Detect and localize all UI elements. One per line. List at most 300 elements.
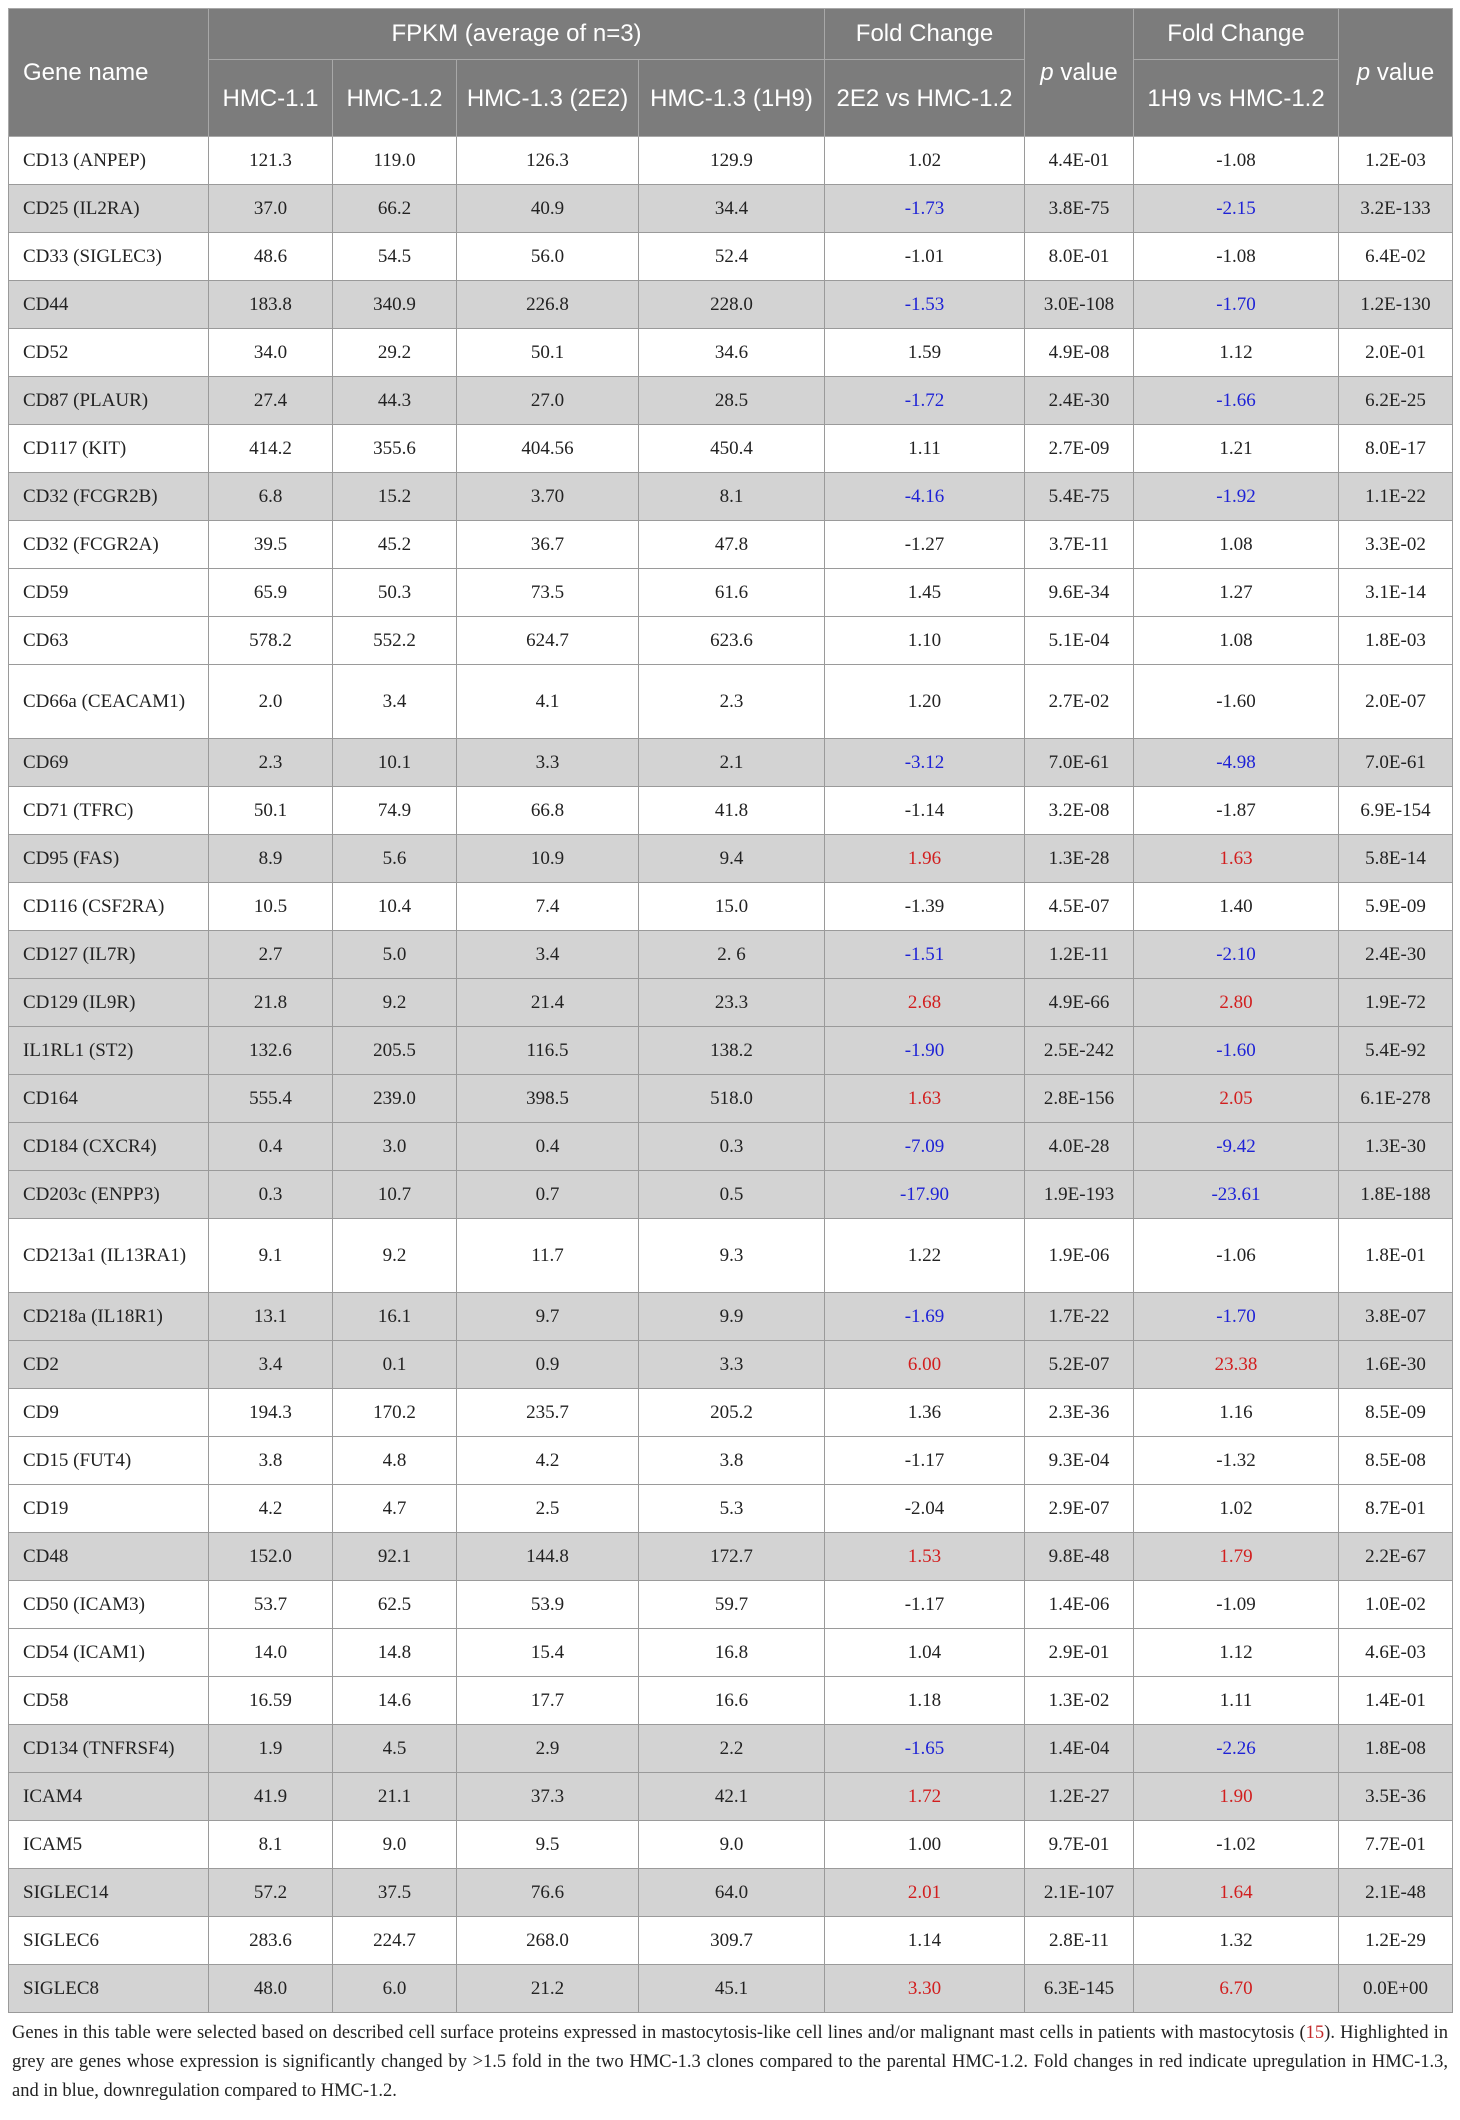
gene-name-cell: CD184 (CXCR4)	[9, 1123, 209, 1171]
p-value-1h9-cell: 5.9E-09	[1339, 883, 1453, 931]
fpkm-hmc-1-1-cell: 1.9	[209, 1725, 333, 1773]
fold-change-2e2-cell: 1.72	[825, 1773, 1025, 1821]
table-row	[9, 787, 1453, 835]
fpkm-hmc-1-2-cell: 355.6	[333, 425, 457, 473]
table-row	[9, 521, 1453, 569]
gene-expression-table	[8, 8, 1453, 2013]
table-row	[9, 1437, 1453, 1485]
fold-change-2e2-cell: 1.22	[825, 1219, 1025, 1293]
fold-change-1h9-cell: -1.70	[1134, 1293, 1339, 1341]
fold-change-1h9-cell: -1.87	[1134, 787, 1339, 835]
p-value-2e2-cell: 1.4E-06	[1025, 1581, 1134, 1629]
fpkm-hmc-1-1-cell: 13.1	[209, 1293, 333, 1341]
fpkm-hmc-1-3-1h9-cell: 138.2	[639, 1027, 825, 1075]
p-value-1h9-cell: 6.4E-02	[1339, 233, 1453, 281]
p-value-1h9-cell: 3.5E-36	[1339, 1773, 1453, 1821]
fold-change-2e2-cell: -1.65	[825, 1725, 1025, 1773]
fpkm-hmc-1-3-1h9-cell: 61.6	[639, 569, 825, 617]
fpkm-hmc-1-2-cell: 4.7	[333, 1485, 457, 1533]
fpkm-hmc-1-1-cell: 21.8	[209, 979, 333, 1027]
fpkm-hmc-1-3-2e2-cell: 21.4	[457, 979, 639, 1027]
p-value-2e2-cell: 1.3E-28	[1025, 835, 1134, 883]
fpkm-hmc-1-1-cell: 50.1	[209, 787, 333, 835]
p-value-2e2-cell: 4.9E-08	[1025, 329, 1134, 377]
table-row	[9, 329, 1453, 377]
fpkm-hmc-1-3-1h9-cell: 42.1	[639, 1773, 825, 1821]
p-value-1h9-cell: 1.2E-130	[1339, 281, 1453, 329]
fpkm-hmc-1-1-cell: 2.0	[209, 665, 333, 739]
table-row	[9, 1581, 1453, 1629]
fpkm-hmc-1-3-1h9-cell: 8.1	[639, 473, 825, 521]
gene-name-cell: CD50 (ICAM3)	[9, 1581, 209, 1629]
fpkm-hmc-1-3-1h9-cell: 0.5	[639, 1171, 825, 1219]
p-italic: p	[1040, 58, 1054, 86]
fpkm-hmc-1-3-2e2-cell: 21.2	[457, 1965, 639, 2013]
fpkm-hmc-1-1-cell: 16.59	[209, 1677, 333, 1725]
fpkm-hmc-1-1-cell: 10.5	[209, 883, 333, 931]
fpkm-hmc-1-2-cell: 9.0	[333, 1821, 457, 1869]
fpkm-hmc-1-2-cell: 3.0	[333, 1123, 457, 1171]
fold-change-2e2-cell: -1.53	[825, 281, 1025, 329]
fpkm-hmc-1-2-cell: 205.5	[333, 1027, 457, 1075]
table-row	[9, 1533, 1453, 1581]
fold-change-1h9-cell: 1.63	[1134, 835, 1339, 883]
fold-change-2e2-cell: -1.01	[825, 233, 1025, 281]
fold-change-2e2-cell: 1.96	[825, 835, 1025, 883]
fpkm-hmc-1-1-cell: 34.0	[209, 329, 333, 377]
p-value-1h9-cell: 6.1E-278	[1339, 1075, 1453, 1123]
gene-name-cell: CD2	[9, 1341, 209, 1389]
gene-name-cell: CD13 (ANPEP)	[9, 137, 209, 185]
fpkm-hmc-1-3-2e2-cell: 37.3	[457, 1773, 639, 1821]
fold-change-2e2-cell: 2.68	[825, 979, 1025, 1027]
fpkm-hmc-1-2-cell: 9.2	[333, 979, 457, 1027]
fpkm-hmc-1-2-cell: 74.9	[333, 787, 457, 835]
fpkm-hmc-1-2-cell: 0.1	[333, 1341, 457, 1389]
gene-name-cell: CD69	[9, 739, 209, 787]
p-value-2e2-cell: 7.0E-61	[1025, 739, 1134, 787]
table-row	[9, 835, 1453, 883]
p-value-2e2-cell: 1.9E-193	[1025, 1171, 1134, 1219]
fold-change-1h9-cell: -2.15	[1134, 185, 1339, 233]
fpkm-hmc-1-3-1h9-cell: 129.9	[639, 137, 825, 185]
table-row	[9, 617, 1453, 665]
fpkm-hmc-1-3-1h9-cell: 3.8	[639, 1437, 825, 1485]
fpkm-hmc-1-1-cell: 8.9	[209, 835, 333, 883]
p-value-1h9-cell: 8.5E-08	[1339, 1437, 1453, 1485]
p-value-1h9-cell: 1.9E-72	[1339, 979, 1453, 1027]
fold-change-1h9-cell: -1.32	[1134, 1437, 1339, 1485]
table-row	[9, 1917, 1453, 1965]
fpkm-hmc-1-1-cell: 0.3	[209, 1171, 333, 1219]
fpkm-hmc-1-1-cell: 53.7	[209, 1581, 333, 1629]
fpkm-hmc-1-2-cell: 552.2	[333, 617, 457, 665]
gene-name-cell: CD33 (SIGLEC3)	[9, 233, 209, 281]
fold-change-1h9-cell: 1.27	[1134, 569, 1339, 617]
fpkm-hmc-1-3-1h9-cell: 2.3	[639, 665, 825, 739]
fold-change-1h9-cell: 1.90	[1134, 1773, 1339, 1821]
p-value-1h9-cell: 2.1E-48	[1339, 1869, 1453, 1917]
fpkm-hmc-1-3-2e2-cell: 9.7	[457, 1293, 639, 1341]
table-body	[9, 137, 1453, 2013]
fpkm-hmc-1-3-1h9-cell: 45.1	[639, 1965, 825, 2013]
fpkm-hmc-1-3-1h9-cell: 2.2	[639, 1725, 825, 1773]
fold-change-2e2-cell: -1.17	[825, 1581, 1025, 1629]
gene-name-cell: SIGLEC14	[9, 1869, 209, 1917]
p-value-1h9-cell: 5.8E-14	[1339, 835, 1453, 883]
gene-name-cell: CD25 (IL2RA)	[9, 185, 209, 233]
fpkm-hmc-1-3-1h9-cell: 16.6	[639, 1677, 825, 1725]
gene-name-cell: CD134 (TNFRSF4)	[9, 1725, 209, 1773]
fold-change-2e2-cell: 1.59	[825, 329, 1025, 377]
fpkm-hmc-1-1-cell: 9.1	[209, 1219, 333, 1293]
table-row	[9, 1629, 1453, 1677]
gene-name-cell: SIGLEC6	[9, 1917, 209, 1965]
fold-change-2e2-cell: -1.27	[825, 521, 1025, 569]
fpkm-hmc-1-3-1h9-cell: 309.7	[639, 1917, 825, 1965]
fold-change-1h9-cell: 1.16	[1134, 1389, 1339, 1437]
fpkm-hmc-1-3-1h9-cell: 23.3	[639, 979, 825, 1027]
fpkm-hmc-1-3-2e2-cell: 73.5	[457, 569, 639, 617]
fpkm-hmc-1-2-cell: 45.2	[333, 521, 457, 569]
fold-change-2e2-cell: -1.17	[825, 1437, 1025, 1485]
fold-change-2e2-cell: 1.14	[825, 1917, 1025, 1965]
fpkm-hmc-1-1-cell: 578.2	[209, 617, 333, 665]
p-value-2e2-cell: 2.7E-09	[1025, 425, 1134, 473]
fold-change-2e2-cell: -3.12	[825, 739, 1025, 787]
fold-change-2e2-cell: 2.01	[825, 1869, 1025, 1917]
gene-name-cell: CD15 (FUT4)	[9, 1437, 209, 1485]
fpkm-hmc-1-3-1h9-cell: 205.2	[639, 1389, 825, 1437]
header-hmc-1-3-2e2: HMC-1.3 (2E2)	[457, 60, 639, 137]
fold-change-2e2-cell: 1.20	[825, 665, 1025, 739]
p-value-2e2-cell: 2.3E-36	[1025, 1389, 1134, 1437]
fpkm-hmc-1-2-cell: 14.6	[333, 1677, 457, 1725]
gene-name-cell: CD44	[9, 281, 209, 329]
table-row	[9, 1171, 1453, 1219]
gene-name-cell: ICAM4	[9, 1773, 209, 1821]
fpkm-hmc-1-2-cell: 119.0	[333, 137, 457, 185]
header-p-value-1	[1025, 9, 1134, 137]
table-row	[9, 1821, 1453, 1869]
fpkm-hmc-1-3-1h9-cell: 16.8	[639, 1629, 825, 1677]
fpkm-hmc-1-1-cell: 283.6	[209, 1917, 333, 1965]
fpkm-hmc-1-3-2e2-cell: 0.7	[457, 1171, 639, 1219]
p-value-2e2-cell: 9.7E-01	[1025, 1821, 1134, 1869]
fpkm-hmc-1-1-cell: 183.8	[209, 281, 333, 329]
gene-name-cell: CD32 (FCGR2B)	[9, 473, 209, 521]
fold-change-1h9-cell: -2.10	[1134, 931, 1339, 979]
p-value-1h9-cell: 1.3E-30	[1339, 1123, 1453, 1171]
gene-name-cell: CD71 (TFRC)	[9, 787, 209, 835]
fold-change-1h9-cell: 23.38	[1134, 1341, 1339, 1389]
fold-change-2e2-cell: 1.04	[825, 1629, 1025, 1677]
fpkm-hmc-1-3-1h9-cell: 9.9	[639, 1293, 825, 1341]
p-value-1h9-cell: 1.4E-01	[1339, 1677, 1453, 1725]
header-hmc-1-3-1h9: HMC-1.3 (1H9)	[639, 60, 825, 137]
fpkm-hmc-1-3-2e2-cell: 2.5	[457, 1485, 639, 1533]
fpkm-hmc-1-3-1h9-cell: 15.0	[639, 883, 825, 931]
fpkm-hmc-1-3-2e2-cell: 226.8	[457, 281, 639, 329]
fpkm-hmc-1-2-cell: 16.1	[333, 1293, 457, 1341]
fpkm-hmc-1-1-cell: 132.6	[209, 1027, 333, 1075]
fold-change-1h9-cell: -1.92	[1134, 473, 1339, 521]
fold-change-2e2-cell: 1.00	[825, 1821, 1025, 1869]
p-value-1h9-cell: 7.7E-01	[1339, 1821, 1453, 1869]
table-row	[9, 1725, 1453, 1773]
fpkm-hmc-1-3-2e2-cell: 27.0	[457, 377, 639, 425]
p-value-1h9-cell: 8.7E-01	[1339, 1485, 1453, 1533]
gene-name-cell: CD164	[9, 1075, 209, 1123]
fpkm-hmc-1-3-1h9-cell: 52.4	[639, 233, 825, 281]
table-row	[9, 1965, 1453, 2013]
p-value-1h9-cell: 8.0E-17	[1339, 425, 1453, 473]
table-row	[9, 569, 1453, 617]
fpkm-hmc-1-3-2e2-cell: 9.5	[457, 1821, 639, 1869]
p-value-2e2-cell: 4.9E-66	[1025, 979, 1134, 1027]
p-value-2e2-cell: 1.2E-11	[1025, 931, 1134, 979]
fpkm-hmc-1-1-cell: 48.6	[209, 233, 333, 281]
fpkm-hmc-1-2-cell: 10.1	[333, 739, 457, 787]
p-value-2e2-cell: 2.9E-01	[1025, 1629, 1134, 1677]
fpkm-hmc-1-1-cell: 3.8	[209, 1437, 333, 1485]
p-value-1h9-cell: 3.3E-02	[1339, 521, 1453, 569]
fpkm-hmc-1-3-2e2-cell: 17.7	[457, 1677, 639, 1725]
p-value-2e2-cell: 1.7E-22	[1025, 1293, 1134, 1341]
fpkm-hmc-1-2-cell: 54.5	[333, 233, 457, 281]
fpkm-hmc-1-1-cell: 194.3	[209, 1389, 333, 1437]
table-row	[9, 1869, 1453, 1917]
header-gene-name: Gene name	[9, 9, 209, 137]
gene-name-cell: CD66a (CEACAM1)	[9, 665, 209, 739]
fpkm-hmc-1-3-2e2-cell: 2.9	[457, 1725, 639, 1773]
gene-name-cell: CD9	[9, 1389, 209, 1437]
fpkm-hmc-1-2-cell: 5.6	[333, 835, 457, 883]
p-value-2e2-cell: 8.0E-01	[1025, 233, 1134, 281]
fpkm-hmc-1-2-cell: 92.1	[333, 1533, 457, 1581]
fpkm-hmc-1-2-cell: 21.1	[333, 1773, 457, 1821]
fpkm-hmc-1-1-cell: 8.1	[209, 1821, 333, 1869]
gene-name-cell: ICAM5	[9, 1821, 209, 1869]
p-value-2e2-cell: 2.5E-242	[1025, 1027, 1134, 1075]
fold-change-2e2-cell: 1.18	[825, 1677, 1025, 1725]
fpkm-hmc-1-3-1h9-cell: 2. 6	[639, 931, 825, 979]
fold-change-2e2-cell: 1.11	[825, 425, 1025, 473]
table-row	[9, 1123, 1453, 1171]
fold-change-2e2-cell: 1.36	[825, 1389, 1025, 1437]
fold-change-2e2-cell: -1.14	[825, 787, 1025, 835]
fpkm-hmc-1-3-1h9-cell: 34.4	[639, 185, 825, 233]
fold-change-2e2-cell: -4.16	[825, 473, 1025, 521]
fold-change-1h9-cell: -23.61	[1134, 1171, 1339, 1219]
gene-name-cell: CD213a1 (IL13RA1)	[9, 1219, 209, 1293]
fpkm-hmc-1-3-2e2-cell: 3.4	[457, 931, 639, 979]
fpkm-hmc-1-1-cell: 57.2	[209, 1869, 333, 1917]
fpkm-hmc-1-2-cell: 239.0	[333, 1075, 457, 1123]
fpkm-hmc-1-2-cell: 14.8	[333, 1629, 457, 1677]
gene-name-cell: CD116 (CSF2RA)	[9, 883, 209, 931]
fold-change-1h9-cell: -1.06	[1134, 1219, 1339, 1293]
fpkm-hmc-1-1-cell: 414.2	[209, 425, 333, 473]
table-row	[9, 1341, 1453, 1389]
fpkm-hmc-1-2-cell: 4.8	[333, 1437, 457, 1485]
fold-change-1h9-cell: 2.05	[1134, 1075, 1339, 1123]
fold-change-1h9-cell: 1.32	[1134, 1917, 1339, 1965]
p-value-1h9-cell: 6.2E-25	[1339, 377, 1453, 425]
fold-change-1h9-cell: 1.12	[1134, 329, 1339, 377]
p-value-1h9-cell: 5.4E-92	[1339, 1027, 1453, 1075]
gene-name-cell: CD48	[9, 1533, 209, 1581]
fpkm-hmc-1-3-2e2-cell: 0.4	[457, 1123, 639, 1171]
fpkm-hmc-1-1-cell: 27.4	[209, 377, 333, 425]
fpkm-hmc-1-3-2e2-cell: 268.0	[457, 1917, 639, 1965]
fpkm-hmc-1-2-cell: 15.2	[333, 473, 457, 521]
table-row	[9, 739, 1453, 787]
p-value-2e2-cell: 1.3E-02	[1025, 1677, 1134, 1725]
fpkm-hmc-1-3-2e2-cell: 56.0	[457, 233, 639, 281]
fpkm-hmc-1-1-cell: 2.7	[209, 931, 333, 979]
fpkm-hmc-1-3-2e2-cell: 36.7	[457, 521, 639, 569]
gene-name-cell: CD117 (KIT)	[9, 425, 209, 473]
fold-change-2e2-cell: 1.02	[825, 137, 1025, 185]
fpkm-hmc-1-3-1h9-cell: 228.0	[639, 281, 825, 329]
fpkm-hmc-1-3-2e2-cell: 126.3	[457, 137, 639, 185]
fold-change-1h9-cell: 1.12	[1134, 1629, 1339, 1677]
table-figure	[8, 8, 1452, 2106]
gene-name-cell: CD63	[9, 617, 209, 665]
fold-change-2e2-cell: 1.45	[825, 569, 1025, 617]
fpkm-hmc-1-1-cell: 121.3	[209, 137, 333, 185]
table-row	[9, 1773, 1453, 1821]
footnote-text-after: ). Highlighted in grey are genes whose expression is significantly changed by >1.5 fold in the two HMC-1.3 clones compared to the parental HMC-1.2. Fold changes in red indicate upregulation in HMC-1.3, and in blue, downregulation compared to HMC-1.2.	[12, 2023, 1448, 2101]
gene-name-cell: CD129 (IL9R)	[9, 979, 209, 1027]
p-value-2e2-cell: 4.0E-28	[1025, 1123, 1134, 1171]
p-value-1h9-cell: 3.2E-133	[1339, 185, 1453, 233]
fold-change-1h9-cell: -2.26	[1134, 1725, 1339, 1773]
table-row	[9, 377, 1453, 425]
fpkm-hmc-1-1-cell: 4.2	[209, 1485, 333, 1533]
fold-change-1h9-cell: 6.70	[1134, 1965, 1339, 2013]
p-value-2e2-cell: 1.9E-06	[1025, 1219, 1134, 1293]
fpkm-hmc-1-3-1h9-cell: 47.8	[639, 521, 825, 569]
fpkm-hmc-1-3-2e2-cell: 66.8	[457, 787, 639, 835]
gene-name-cell: CD127 (IL7R)	[9, 931, 209, 979]
fpkm-hmc-1-2-cell: 50.3	[333, 569, 457, 617]
fpkm-hmc-1-1-cell: 152.0	[209, 1533, 333, 1581]
table-row	[9, 137, 1453, 185]
p-value-1h9-cell: 1.8E-08	[1339, 1725, 1453, 1773]
table-row	[9, 665, 1453, 739]
p-value-1h9-cell: 1.2E-29	[1339, 1917, 1453, 1965]
table-row	[9, 281, 1453, 329]
p-value-1h9-cell: 6.9E-154	[1339, 787, 1453, 835]
p-value-2e2-cell: 2.1E-107	[1025, 1869, 1134, 1917]
gene-name-cell: CD19	[9, 1485, 209, 1533]
fpkm-hmc-1-1-cell: 39.5	[209, 521, 333, 569]
fpkm-hmc-1-3-1h9-cell: 623.6	[639, 617, 825, 665]
p-value-1h9-cell: 8.5E-09	[1339, 1389, 1453, 1437]
table-row	[9, 233, 1453, 281]
gene-name-cell: CD203c (ENPP3)	[9, 1171, 209, 1219]
p-italic: p	[1356, 58, 1371, 86]
table-row	[9, 979, 1453, 1027]
fpkm-hmc-1-3-1h9-cell: 518.0	[639, 1075, 825, 1123]
p-value-2e2-cell: 2.8E-11	[1025, 1917, 1134, 1965]
fpkm-hmc-1-1-cell: 555.4	[209, 1075, 333, 1123]
fpkm-hmc-1-3-2e2-cell: 11.7	[457, 1219, 639, 1293]
fpkm-hmc-1-3-2e2-cell: 624.7	[457, 617, 639, 665]
p-value-1h9-cell: 1.1E-22	[1339, 473, 1453, 521]
fold-change-2e2-cell: -1.73	[825, 185, 1025, 233]
fpkm-hmc-1-3-2e2-cell: 3.3	[457, 739, 639, 787]
gene-name-cell: CD95 (FAS)	[9, 835, 209, 883]
fpkm-hmc-1-3-2e2-cell: 4.2	[457, 1437, 639, 1485]
p-value-1h9-cell: 1.6E-30	[1339, 1341, 1453, 1389]
gene-name-cell: CD52	[9, 329, 209, 377]
fpkm-hmc-1-3-1h9-cell: 34.6	[639, 329, 825, 377]
footnote-reference-link[interactable]: 15	[1305, 2023, 1325, 2043]
fpkm-hmc-1-2-cell: 3.4	[333, 665, 457, 739]
fold-change-1h9-cell: -1.66	[1134, 377, 1339, 425]
fold-change-1h9-cell: -9.42	[1134, 1123, 1339, 1171]
fpkm-hmc-1-1-cell: 41.9	[209, 1773, 333, 1821]
fpkm-hmc-1-3-2e2-cell: 4.1	[457, 665, 639, 739]
fpkm-hmc-1-2-cell: 62.5	[333, 1581, 457, 1629]
fold-change-1h9-cell: -1.70	[1134, 281, 1339, 329]
p-value-1h9-cell: 0.0E+00	[1339, 1965, 1453, 2013]
p-value-1h9-cell: 1.2E-03	[1339, 137, 1453, 185]
p-value-1h9-cell: 1.8E-188	[1339, 1171, 1453, 1219]
table-row	[9, 1389, 1453, 1437]
fpkm-hmc-1-2-cell: 6.0	[333, 1965, 457, 2013]
fpkm-hmc-1-1-cell: 48.0	[209, 1965, 333, 2013]
fold-change-2e2-cell: -1.39	[825, 883, 1025, 931]
table-row	[9, 425, 1453, 473]
fpkm-hmc-1-3-2e2-cell: 398.5	[457, 1075, 639, 1123]
fold-change-1h9-cell: 1.02	[1134, 1485, 1339, 1533]
fpkm-hmc-1-2-cell: 10.4	[333, 883, 457, 931]
p-value-1h9-cell: 2.0E-07	[1339, 665, 1453, 739]
footnote-text-before: Genes in this table were selected based on described cell surface proteins expressed in mastocytosis-like cell lines and/or malignant mast cells in patients with mastocytosis (	[12, 2023, 1306, 2043]
p-value-1h9-cell: 3.8E-07	[1339, 1293, 1453, 1341]
fpkm-hmc-1-1-cell: 65.9	[209, 569, 333, 617]
fpkm-hmc-1-3-1h9-cell: 59.7	[639, 1581, 825, 1629]
table-row	[9, 1027, 1453, 1075]
fpkm-hmc-1-3-2e2-cell: 15.4	[457, 1629, 639, 1677]
fpkm-hmc-1-2-cell: 10.7	[333, 1171, 457, 1219]
gene-name-cell: SIGLEC8	[9, 1965, 209, 2013]
fold-change-1h9-cell: -4.98	[1134, 739, 1339, 787]
fpkm-hmc-1-3-2e2-cell: 40.9	[457, 185, 639, 233]
fpkm-hmc-1-3-1h9-cell: 64.0	[639, 1869, 825, 1917]
fpkm-hmc-1-3-2e2-cell: 3.70	[457, 473, 639, 521]
fpkm-hmc-1-2-cell: 4.5	[333, 1725, 457, 1773]
fold-change-1h9-cell: 1.08	[1134, 617, 1339, 665]
p-value-2e2-cell: 5.4E-75	[1025, 473, 1134, 521]
fpkm-hmc-1-3-2e2-cell: 144.8	[457, 1533, 639, 1581]
p-value-rest: value	[1370, 58, 1435, 86]
fold-change-2e2-cell: -1.51	[825, 931, 1025, 979]
table-row	[9, 1075, 1453, 1123]
fpkm-hmc-1-3-1h9-cell: 5.3	[639, 1485, 825, 1533]
fold-change-2e2-cell: -1.72	[825, 377, 1025, 425]
header-hmc-1-1: HMC-1.1	[209, 60, 333, 137]
p-value-2e2-cell: 6.3E-145	[1025, 1965, 1134, 2013]
p-value-1h9-cell: 2.4E-30	[1339, 931, 1453, 979]
table-row	[9, 1485, 1453, 1533]
fpkm-hmc-1-2-cell: 5.0	[333, 931, 457, 979]
gene-name-cell: CD58	[9, 1677, 209, 1725]
